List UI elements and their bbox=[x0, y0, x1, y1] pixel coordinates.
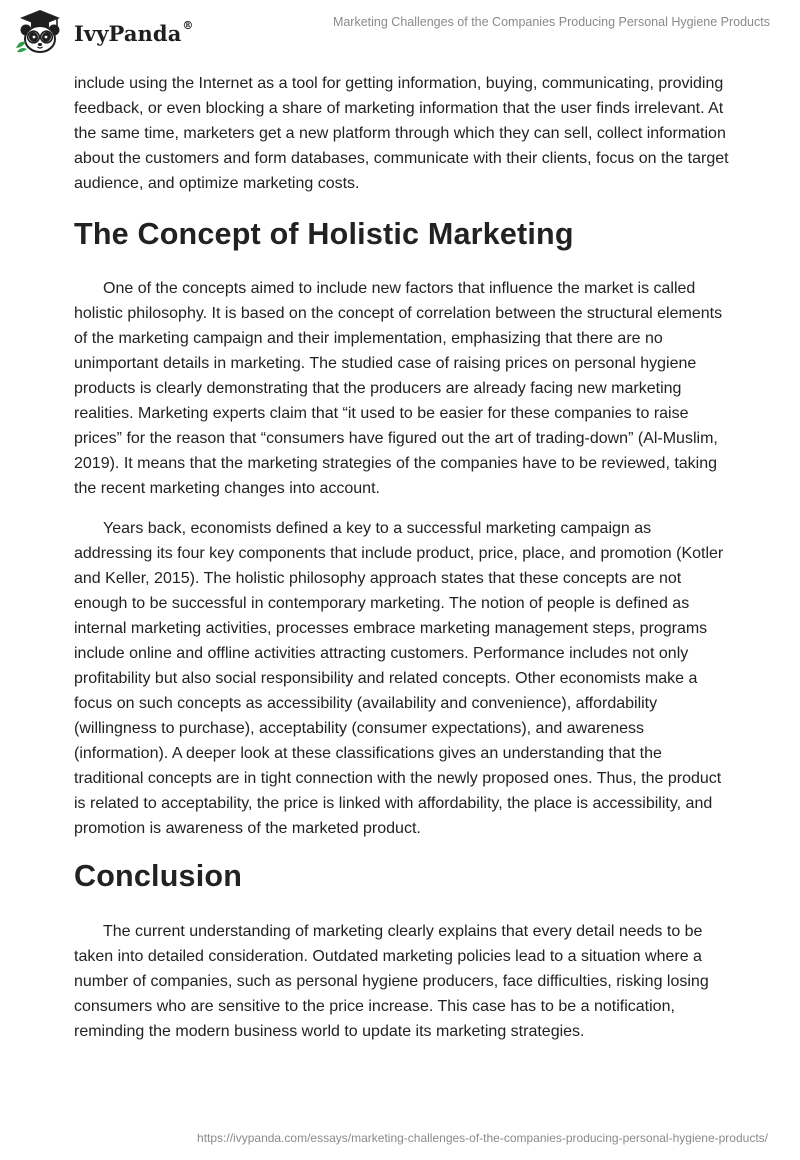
section-heading-holistic-marketing: The Concept of Holistic Marketing bbox=[74, 217, 574, 251]
holistic-paragraph-1: One of the concepts aimed to include new factors that influence the market is called holistic philosophy. It is based on the concept of correlation between the structural elements of the marketing campaign and their implementation, emphasizing that there are no unimportant details in marketing. The studied case of raising prices on personal hygiene products is clearly demonstrating that the producers are already facing new marketing realities. Marketing experts claim that “it used to be easier for these companies to raise prices” for the reason that “consumers have figured out the art of trading-down” (Al-Muslim, 2019). It means that the marketing strategies of the companies have to be reviewed, taking the recent marketing changes into account. bbox=[74, 280, 723, 497]
section-heading-conclusion: Conclusion bbox=[74, 859, 243, 893]
registered-mark: ® bbox=[182, 18, 194, 32]
conclusion-paragraph: The current understanding of marketing clearly explains that every detail needs to be taken into detailed consideration. Outdated marketing policies lead to a situation where a number of companies, such as personal hygiene producers, face difficulties, risking losing consumers who are sensitive to the price increase. This case has to be a notification, reminding the modern business world to update its marketing strategies. bbox=[74, 923, 709, 1040]
holistic-paragraph-2: Years back, economists defined a key to a successful marketing campaign as addressing its four key components that include product, price, place, and promotion (Kotler and Keller, 2015). The holistic philosophy approach states that these concepts are not enough to be successful in contemporary marketing. The notion of people is defined as internal marketing activities, processes embrace marketing management steps, programs include online and offline activities attracting customers. Performance includes not only profitability but also social responsibility and related concepts. Other economists make a focus on such concepts as accessibility (availability and convenience), affordability (willingness to purchase), acceptability (consumer expectations), and awareness (information). A deeper look at these classifications gives an understanding that the traditional concepts are in tight connection with the newly proposed ones. Thus, the product is related to acceptability, the price is linked with affordability, the place is accessibility, and promotion is awareness of the marketed product. bbox=[74, 520, 724, 837]
page-header bbox=[0, 0, 800, 62]
logo-text: IvyPanda bbox=[74, 20, 182, 46]
ivypanda-logo[interactable] bbox=[14, 8, 194, 56]
essay-content bbox=[74, 71, 730, 1044]
logo-wordmark bbox=[74, 18, 194, 46]
panda-graduate-icon bbox=[14, 8, 66, 56]
document-title: Marketing Challenges of the Companies Producing Personal Hygiene Products bbox=[332, 15, 770, 29]
source-url[interactable]: https://ivypanda.com/essays/marketing-challenges-of-the-companies-producing-personal-hygiene-products/ bbox=[197, 1131, 768, 1145]
intro-paragraph: include using the Internet as a tool for getting information, buying, communicating, providing feedback, or even blocking a share of marketing information that the user finds irrelevant. At the same time, marketers get a new platform through which they can sell, collect information about the customers and form databases, communicate with their clients, focus on the target audience, and optimize marketing costs. bbox=[74, 75, 729, 192]
